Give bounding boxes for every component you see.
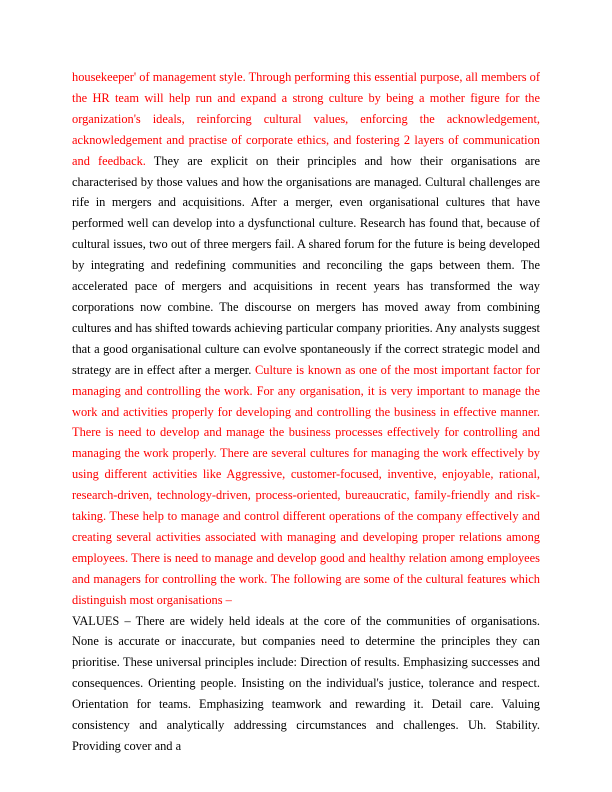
document-page xyxy=(72,67,540,757)
paragraph-culture-mergers xyxy=(72,67,540,611)
highlighted-text-hr-role: housekeeper' of management style. Through performing this essential purpose, all members of the HR team will help run and expand a strong culture by being a mother figure for the organization's ideals, reinforcing cultural values, enforcing the acknowledgement, acknowledgement and practise of corporate ethics, and fostering 2 layers of communication and feedback. xyxy=(72,70,540,168)
highlighted-text-culture-types: Culture is known as one of the most important factor for managing and controlling the work. For any organisation, it is very important to manage the work and activities properly for developing and controlling the business in effective manner. There is need to develop and manage the business processes effectively for controlling and managing the work properly. There are several cultures for managing the work effectively by using different activities like Aggressive, customer-focused, inventive, enjoyable, rational, research-driven, technology-driven, process-oriented, bureaucratic, family-friendly and risk-taking. These help to manage and control different operations of the company effectively and creating several activities associated with managing and developing proper relations among employees. There is need to manage and develop good and healthy relation among employees and managers for controlling the work. The following are some of the cultural features which distinguish most organisations – xyxy=(72,362,540,607)
body-text-mergers: They are explicit on their principles and how their organisations are characterised by those values and how the organisations are managed. Cultural challenges are rife in mergers and acquisitions. After a merger, even organisational cultures that have performed well can develop into a dysfunctional culture. Research has found that, because of cultural issues, two out of three mergers fail. A shared forum for the future is being developed by integrating and redefining communities and reconciling the gaps between them. The accelerated pace of mergers and acquisitions in recent years has transformed the way corporations now combine. The discourse on mergers has moved away from combining cultures and has shifted towards achieving particular company priorities. Any analysts suggest that a good organisational culture can evolve spontaneously if the correct strategic model and strategy are in effect after a merger. xyxy=(72,153,540,377)
body-text-values: VALUES – There are widely held ideals at the core of the communities of organisations. None is accurate or inaccurate, but companies need to determine the principles they can prioritise. These universal principles include: Direction of results. Emphasizing successes and consequences. Orienting people. Insisting on the individual's justice, tolerance and respect. Orientation for teams. Emphasizing teamwork and rewarding it. Detail care. Valuing consistency and analytically addressing circumstances and challenges. Uh. Stability. Providing cover and a xyxy=(72,613,540,753)
paragraph-values xyxy=(72,611,540,757)
